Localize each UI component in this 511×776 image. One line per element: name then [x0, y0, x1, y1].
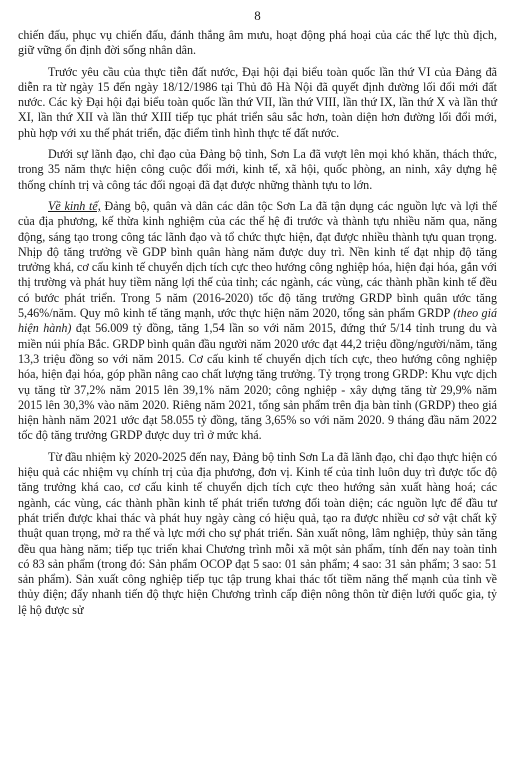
economy-text-2: đạt 56.009 tỷ đồng, tăng 1,54 lần so với năm 2015, đứng thứ 5/14 tỉnh trung du và miền núi phía Bắc. GRDP bình quân đầu người năm 2020 ước đạt 44,2 triệu đồng/người/năm, tăng 13,3 triệu đồng so với năm 2015. Cơ cấu kinh tế chuyển dịch tích cực, theo hướng công nghiệp hóa, hiện đại hóa, góp phần nâng cao chất lượng tăng trưởng. Tỷ trọng trong GRDP: Khu vực dịch vụ tăng từ 37,2% năm 2015 lên 39,1% năm 2020; công nghiệp - xây dựng tăng từ 29,9% năm 2015 lên 30,3% vào năm 2020. Riêng năm 2021, tổng sản phẩm trên địa bàn tỉnh (GRDP) theo giá hiện hành năm 2021 ước đạt 58.055 tỷ đồng, tăng 3,65% so với năm 2020. 9 tháng đầu năm 2022 tốc độ tăng trưởng GRDP được duy trì ở mức khá.: [18, 321, 498, 443]
economy-text-1: Đảng bộ, quân và dân các dân tộc Sơn La đã tận dụng các nguồn lực và lợi thế của địa phương, kế thừa kinh nghiệm của các thế hệ đi trước và thành tựu nhiều năm qua, năng động, sáng tạo trong công tác lãnh đạo và tổ chức thực hiện, đạt được nhiều thành tựu quan trọng. Nhịp độ tăng trưởng về GDP bình quân hàng năm được duy trì. Nền kinh tế đạt nhịp độ tăng trưởng khá, cơ cấu kinh tế chuyển dịch tích cực theo hướng công nghiệp hóa, hiện đại hóa, gắn với thị trường và phát huy tiềm năng lợi thế của tỉnh; các ngành, các vùng, các thành phần kinh tế đều có bước phát triển. Trong 5 năm (2016-2020) tốc độ tăng trưởng GRDP bình quân ước tăng 5,46%/năm. Quy mô kinh tế tăng mạnh, ước thực hiện năm 2020, tổng sản phẩm GRDP: [18, 198, 497, 321]
paragraph-1: chiến đấu, phục vụ chiến đấu, đánh thắng âm mưu, hoạt động phá hoại của các thế lực thù địch, giữ vững ổn định đời sống nhân dân.: [18, 28, 497, 58]
page-number: 8: [254, 8, 261, 23]
economy-italic-note: (theo giá hiện hành): [18, 306, 498, 336]
economy-lead: Về kinh tế,: [48, 198, 101, 213]
paragraph-3: Dưới sự lãnh đạo, chỉ đạo của Đảng bộ tỉnh, Sơn La đã vượt lên mọi khó khăn, thách thức, trong 35 năm thực hiện công cuộc đổi mới, kinh tế, xã hội, quốc phòng, an ninh, xây dựng hệ thống chính trị và công tác đối ngoại đã đạt được những thành tựu to lớn.: [18, 147, 497, 192]
paragraph-5: Từ đầu nhiệm kỳ 2020-2025 đến nay, Đảng bộ tỉnh Sơn La đã lãnh đạo, chỉ đạo thực hiện có hiệu quả các nhiệm vụ chính trị của địa phương, đơn vị. Kinh tế của tỉnh luôn duy trì được tốc độ tăng trưởng khá cao, cơ cấu kinh tế chuyển dịch tích cực theo hướng sản xuất hàng hoá; các ngành, các vùng, các thành phần kinh tế phát triển tương đối toàn diện; các nguồn lực để đầu tư phát triển được khai thác và phát huy ngày càng có hiệu quả, tạo ra được nhiều cơ sở vật chất kỹ thuật quan trọng, mở ra thế và lực mới cho sự phát triển. Sản xuất nông, lâm nghiệp, thủy sản tăng đều qua hàng năm; tiếp tục triển khai Chương trình mỗi xã một sản phẩm, tính đến nay toàn tỉnh có 83 sản phẩm (trong đó: Sản phẩm OCOP đạt 5 sao: 01 sản phẩm; 4 sao: 31 sản phẩm; 3 sao: 51 sản phẩm). Sản xuất công nghiệp tiếp tục tập trung khai thác tốt tiềm năng thế mạnh của tỉnh về thủy điện; đẩy nhanh tiến độ thực hiện Chương trình cấp điện nông thôn từ điện lưới quốc gia, tỷ lệ hộ được sử: [18, 449, 497, 617]
paragraph-economy: [18, 199, 497, 444]
paragraph-2: Trước yêu cầu của thực tiễn đất nước, Đại hội đại biểu toàn quốc lần thứ VI của Đảng đã diễn ra từ ngày 15 đến ngày 18/12/1986 tại Thủ đô Hà Nội đã quyết định đường lối đổi mới đất nước. Các kỳ Đại hội đại biểu toàn quốc lần thứ VII, lần thứ VIII, lần thứ IX, lần thứ X và lần thứ XI, lần thứ XII và lần thứ XIII tiếp tục phát triển sâu sắc hơn, toàn diện hơn đường lối đổi mới, phù hợp với xu thế phát triển, đặc điểm tình hình thực tế đất nước.: [18, 64, 497, 140]
